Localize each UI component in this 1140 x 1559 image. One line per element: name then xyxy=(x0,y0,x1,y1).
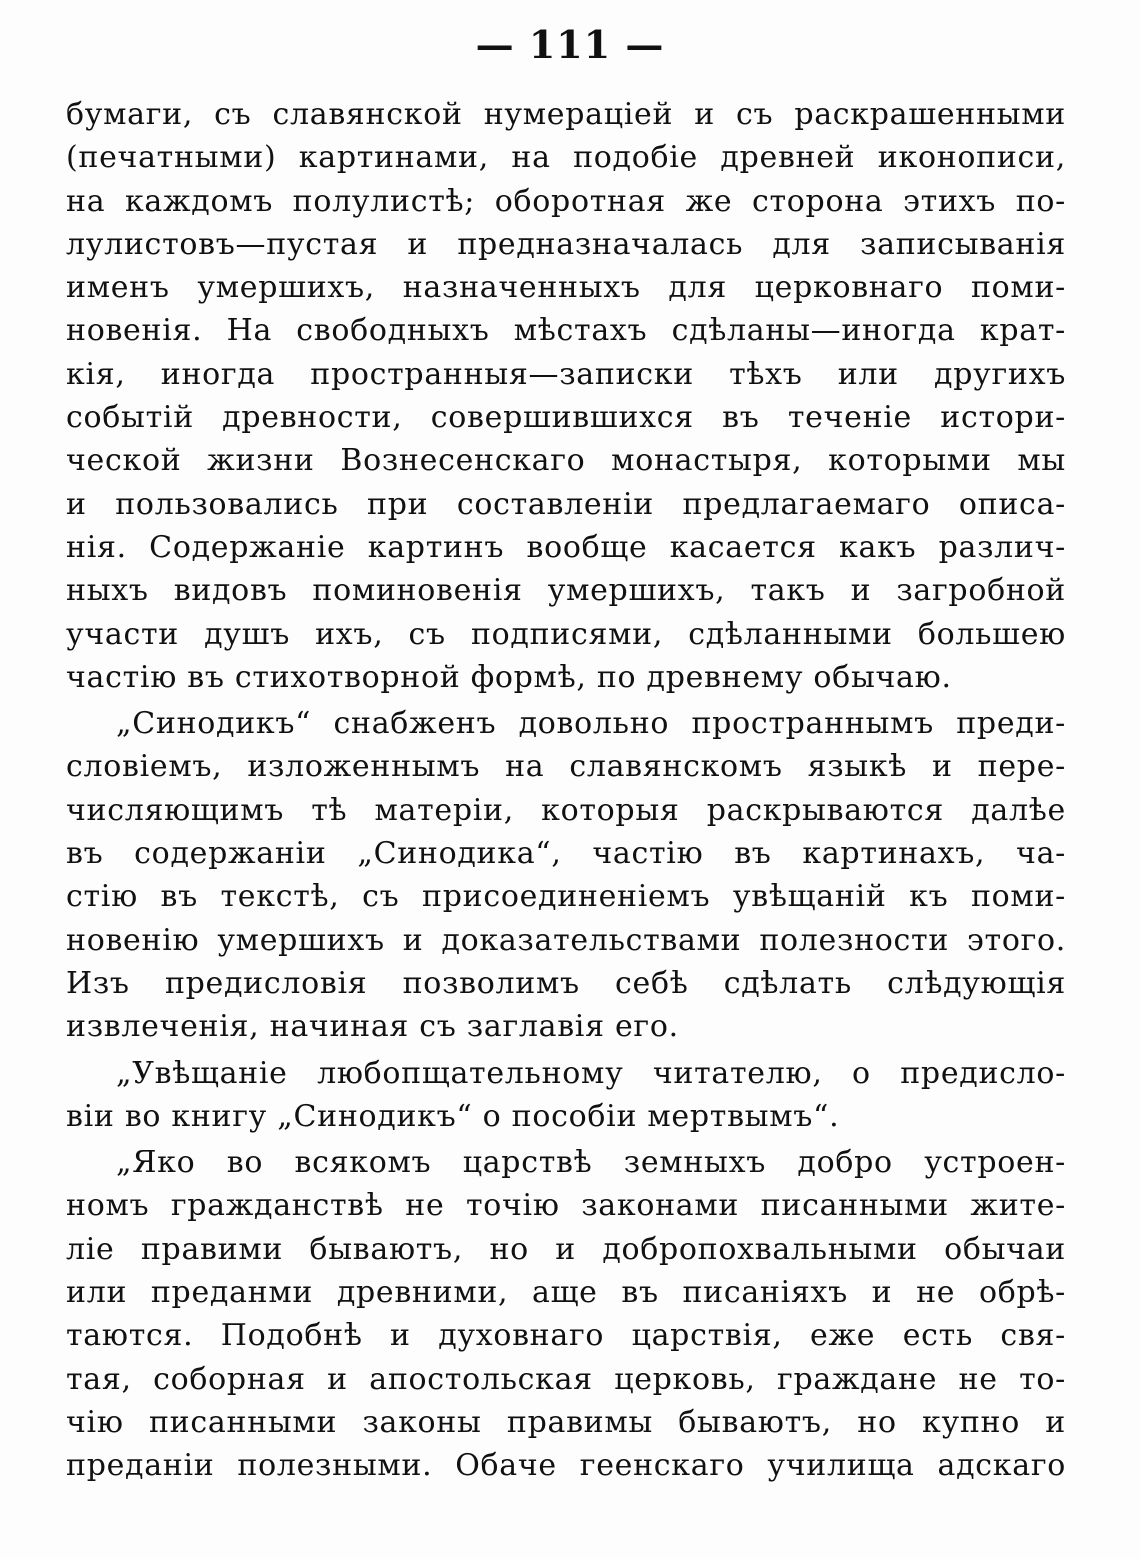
text-line: ческой жизни Вознесенскаго монастыря, которыми мы xyxy=(66,443,1066,479)
text-line: именъ умершихъ, назначенныхъ для церковнаго поми- xyxy=(66,270,1066,306)
text-line: словіемъ, изложеннымъ на славянскомъ языкѣ и пере- xyxy=(66,749,1066,785)
text-line: нія. Содержаніе картинъ вообще касается какъ различ- xyxy=(66,529,1066,565)
page-number: — 111 — xyxy=(475,22,665,67)
text-line: тая, соборная и апостольская церковь, граждане не то- xyxy=(66,1361,1066,1397)
text-line: частію въ стихотворной формѣ, по древнему обычаю. xyxy=(66,659,952,695)
text-line: или преданми древними, аще въ писаніяхъ и не обрѣ- xyxy=(66,1275,1066,1311)
body-text xyxy=(66,93,1066,1488)
text-line: извлеченія, начиная съ заглавія его. xyxy=(66,1009,679,1045)
text-line: кія, иногда пространныя—записки тѣхъ или другихъ xyxy=(66,356,1066,392)
text-line: событій древности, совершившихся въ теченіе истори- xyxy=(66,400,1066,436)
text-line: таются. Подобнѣ и духовнаго царствія, еже есть свя- xyxy=(66,1318,1066,1354)
text-line: стію въ текстѣ, съ присоединеніемъ увѣщаній къ поми- xyxy=(66,879,1066,915)
text-line: „Яко во всякомъ царствѣ земныхъ добро устроен- xyxy=(116,1145,1066,1181)
text-line: (печатными) картинами, на подобіе древней иконописи, xyxy=(66,140,1066,176)
text-line: въ содержаніи „Синодика“, частію въ картинахъ, ча- xyxy=(66,836,1066,872)
text-line: „Увѣщаніе любопщательному читателю, о предисло- xyxy=(116,1055,1066,1091)
text-line: и пользовались при составленіи предлагаемаго описа- xyxy=(66,486,1066,522)
text-line: „Синодикъ“ снабженъ довольно пространнымъ преди- xyxy=(116,706,1066,742)
text-line: новенія. На свободныхъ мѣстахъ сдѣланы—иногда крат- xyxy=(66,313,1066,349)
text-line: лулистовъ—пустая и предназначалась для записыванія xyxy=(66,226,1066,262)
text-line: номъ гражданствѣ не точію законами писанными жите- xyxy=(66,1188,1066,1224)
text-line: бумаги, съ славянской нумераціей и съ раскрашенными xyxy=(66,97,1066,132)
text-line: віи во книгу „Синодикъ“ о пособіи мертвымъ“. xyxy=(66,1098,840,1134)
text-line: Изъ предисловія позволимъ себѣ сдѣлать слѣдующія xyxy=(66,965,1066,1001)
text-line: чію писанными законы правимы бываютъ, но купно и xyxy=(66,1404,1066,1440)
text-line: числяющимъ тѣ матеріи, которыя раскрываются далѣе xyxy=(66,792,1066,828)
text-line: на каждомъ полулистѣ; оборотная же сторона этихъ по- xyxy=(66,183,1066,219)
text-line: участи душъ ихъ, съ подписями, сдѣланными большею xyxy=(66,616,1066,652)
text-line: ліе правими бываютъ, но и добропохвальными обычаи xyxy=(66,1231,1066,1267)
text-line: преданіи полезными. Обаче геенскаго училища адскаго xyxy=(66,1448,1066,1484)
text-line: новенію умершихъ и доказательствами полезности этого. xyxy=(66,922,1066,958)
text-line: ныхъ видовъ поминовенія умершихъ, такъ и загробной xyxy=(66,573,1066,609)
